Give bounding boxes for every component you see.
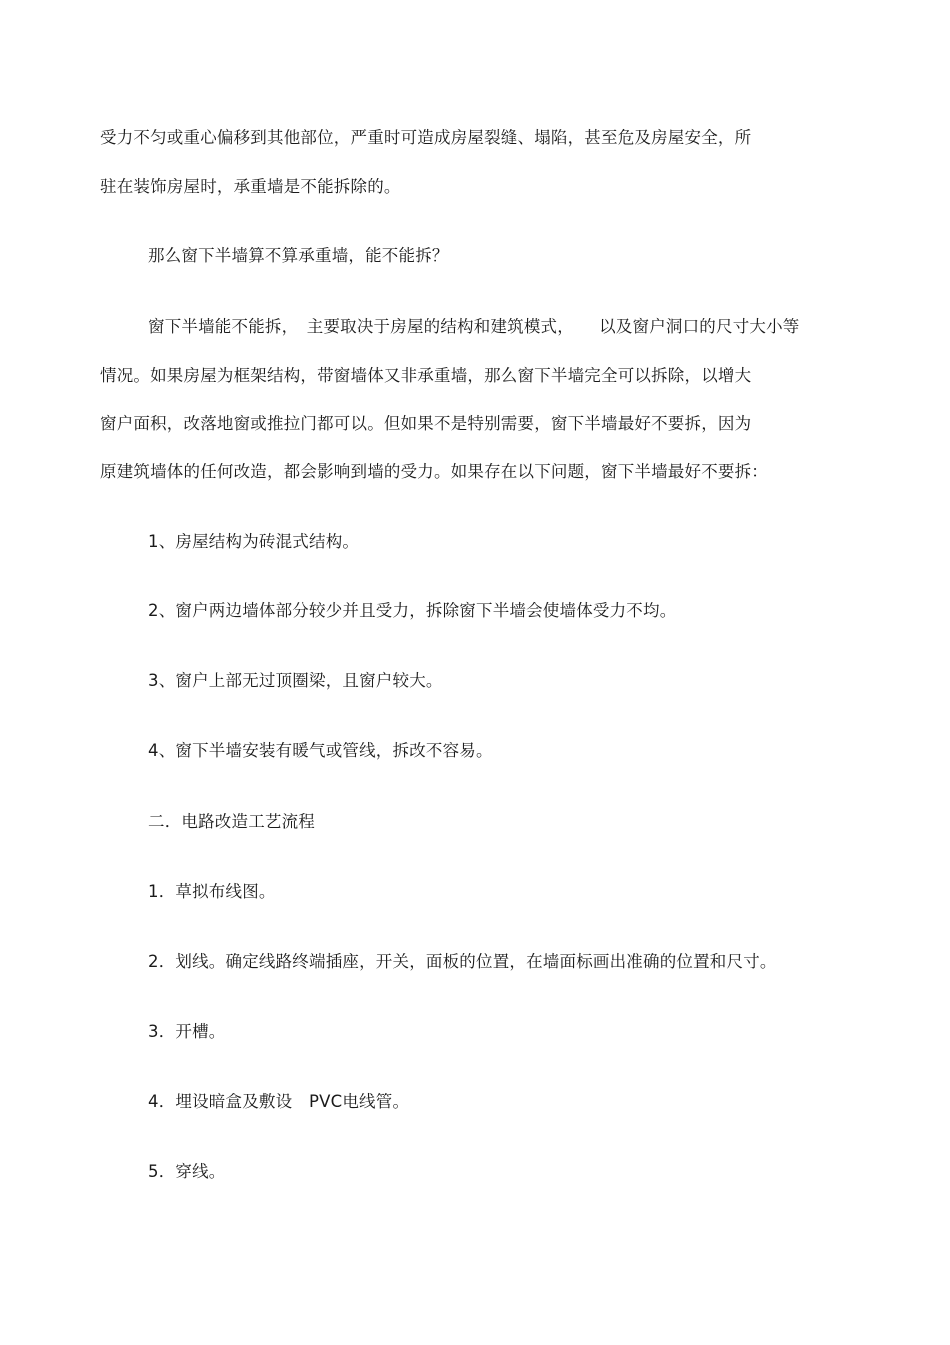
step-3: 3．开槽。 xyxy=(148,1022,226,1041)
list-item-3: 3、窗户上部无过顶圈梁，且窗户较大。 xyxy=(148,671,443,690)
paragraph-line-5: 窗户面积，改落地窗或推拉门都可以。但如果不是特别需要，窗下半墙最好不要拆，因为 xyxy=(100,414,752,433)
paragraph-line-2: 驻在装饰房屋时，承重墙是不能拆除的。 xyxy=(100,177,401,196)
list-item-1: 1、房屋结构为砖混式结构。 xyxy=(148,532,360,551)
step-1: 1．草拟布线图。 xyxy=(148,882,276,901)
paragraph-line-1: 受力不匀或重心偏移到其他部位，严重时可造成房屋裂缝、塌陷，甚至危及房屋安全，所 xyxy=(100,128,752,147)
question-heading: 那么窗下半墙算不算承重墙，能不能拆？ xyxy=(148,246,449,265)
paragraph-line-6: 原建筑墙体的任何改造，都会影响到墙的受力。如果存在以下问题，窗下半墙最好不要拆： xyxy=(100,462,768,481)
step-4: 4．埋设暗盒及敷设 PVC电线管。 xyxy=(148,1092,410,1111)
section-heading: 二．电路改造工艺流程 xyxy=(148,812,315,831)
step-5: 5．穿线。 xyxy=(148,1162,226,1181)
paragraph-line-3: 窗下半墙能不能拆， 主要取决于房屋的结构和建筑模式， 以及窗户洞口的尺寸大小等 xyxy=(148,317,800,336)
paragraph-line-4: 情况。如果房屋为框架结构，带窗墙体又非承重墙，那么窗下半墙完全可以拆除，以增大 xyxy=(100,366,752,385)
step-2: 2．划线。确定线路终端插座，开关，面板的位置，在墙面标画出准确的位置和尺寸。 xyxy=(148,952,777,971)
list-item-2: 2、窗户两边墙体部分较少并且受力，拆除窗下半墙会使墙体受力不均。 xyxy=(148,601,677,620)
list-item-4: 4、窗下半墙安装有暖气或管线，拆改不容易。 xyxy=(148,741,493,760)
